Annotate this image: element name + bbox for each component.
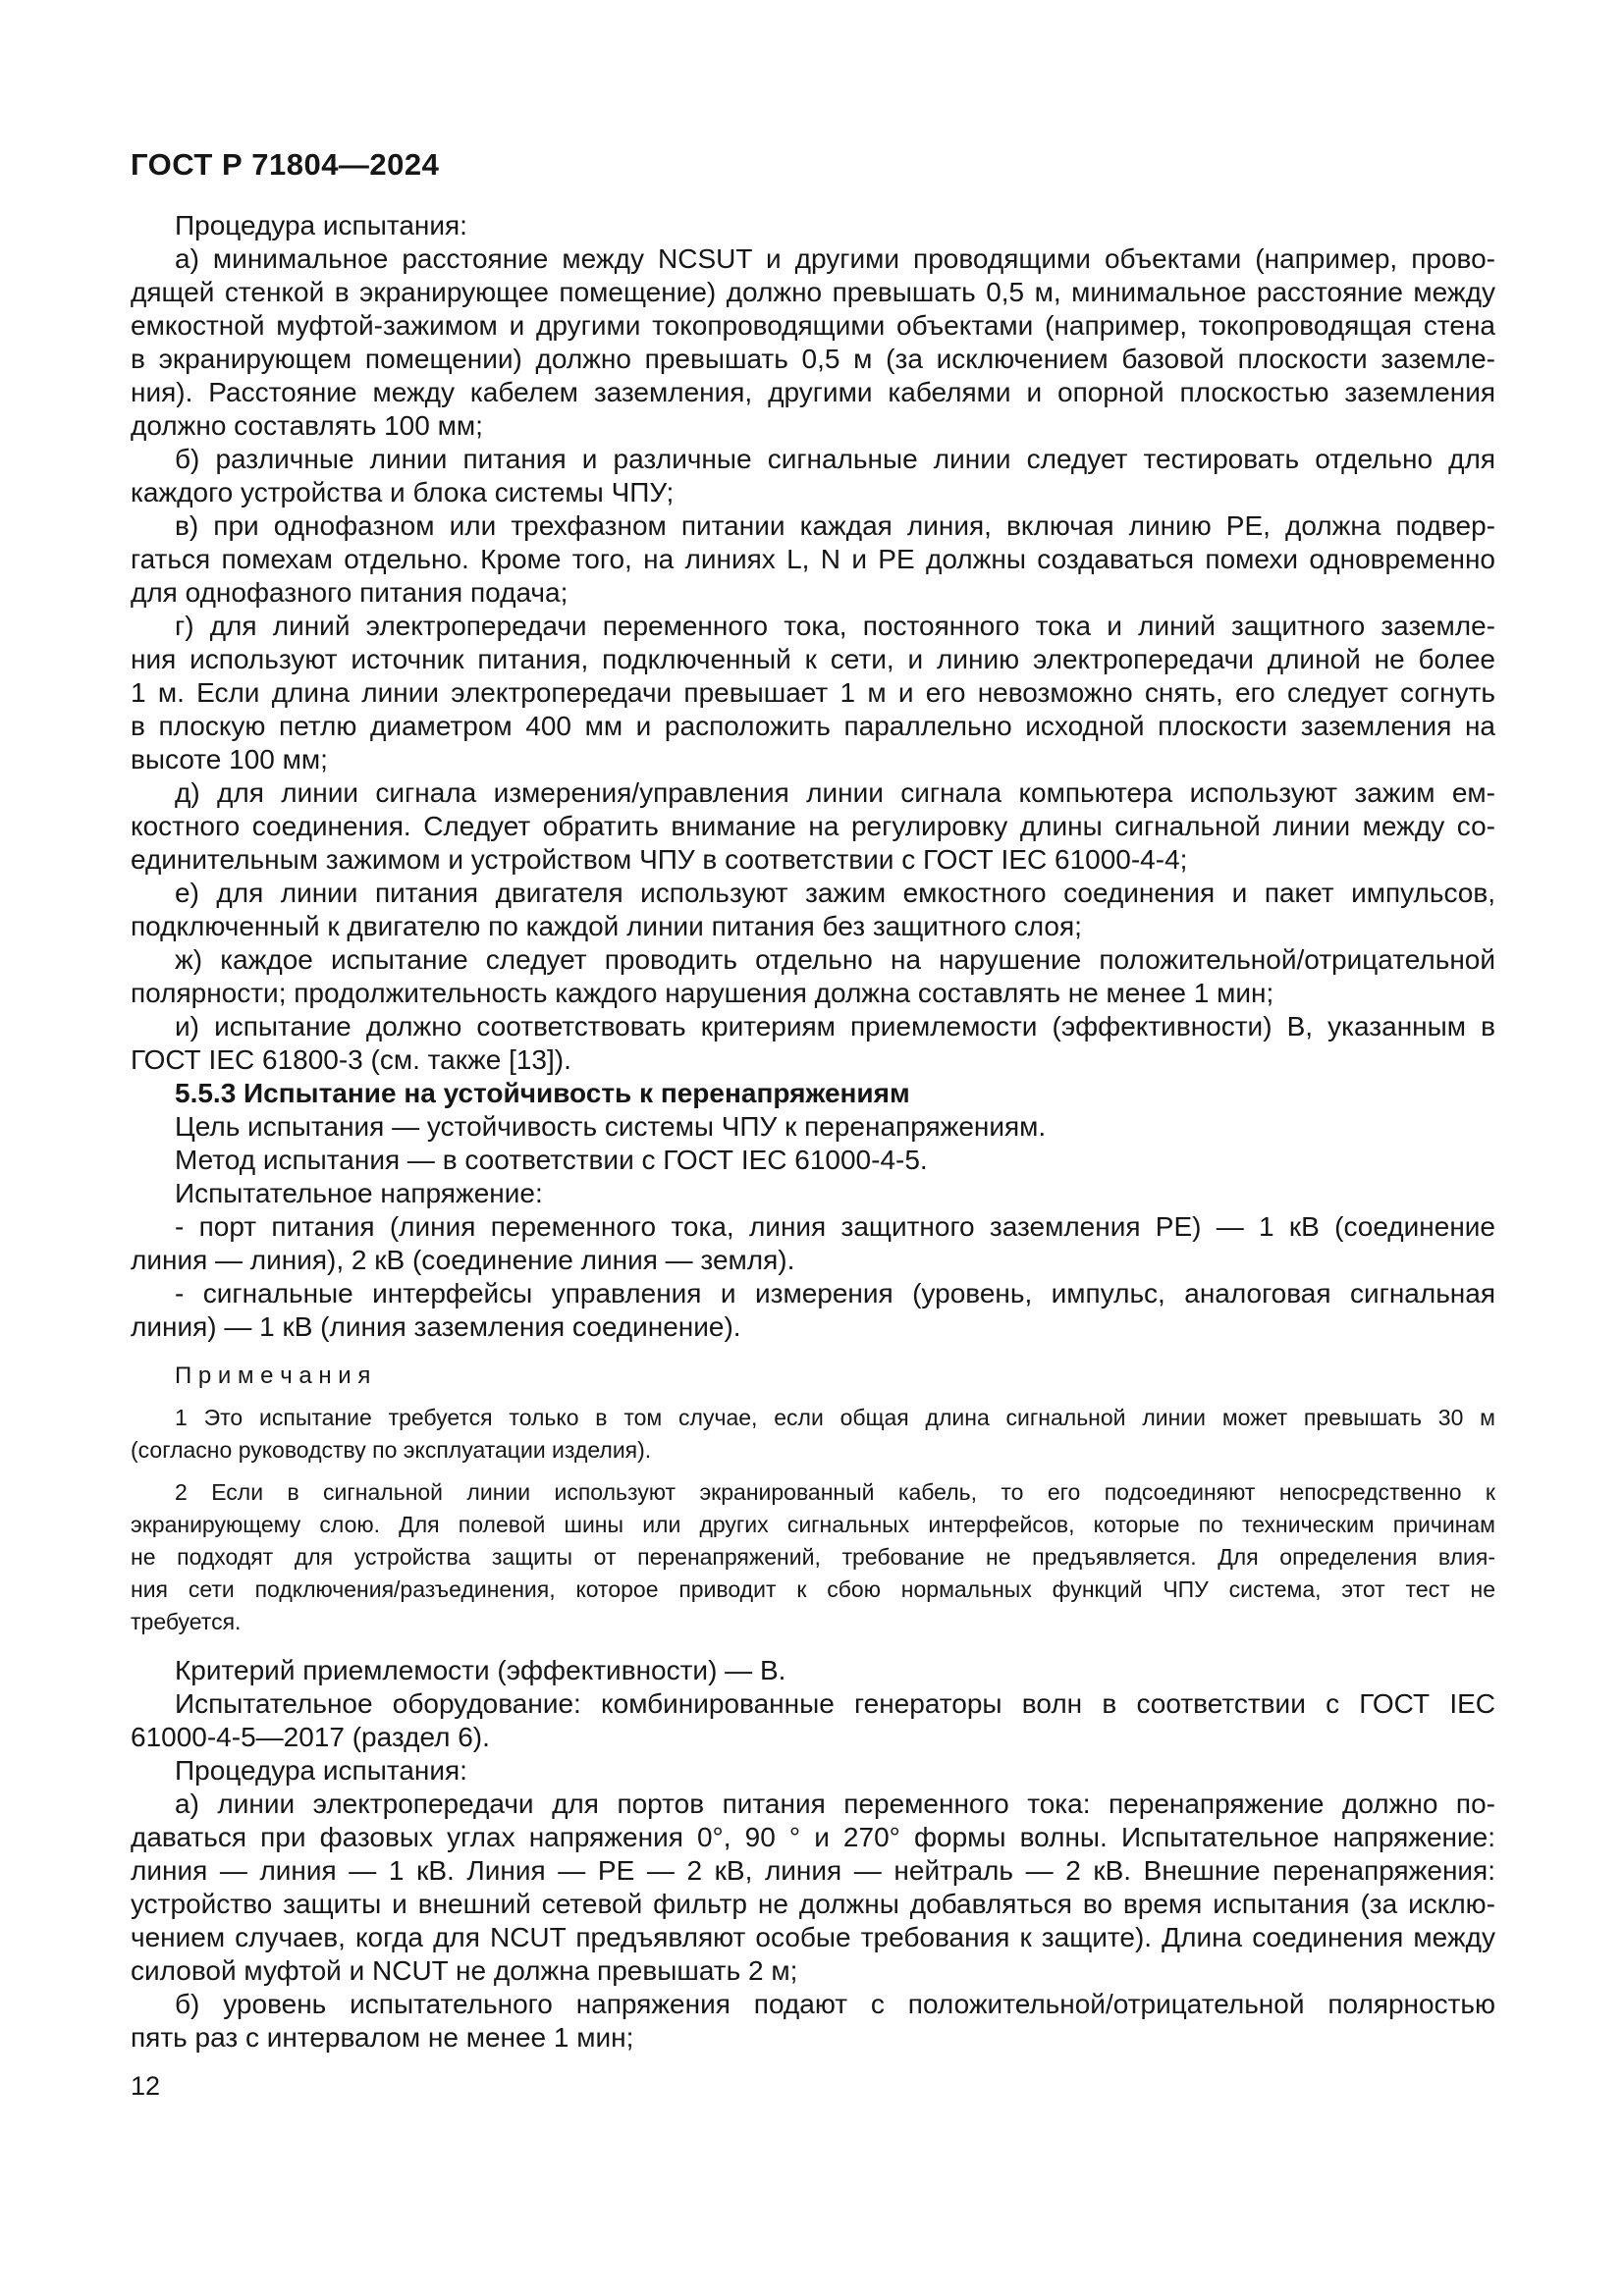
text-line: 1 м. Если длина линии электропередачи превышает 1 м и его невозможно снять, его следует согнуть <box>131 677 1495 708</box>
text-line: экранирующему слою. Для полевой шины или других сигнальных интерфейсов, которые по техническим причинам <box>131 1512 1495 1537</box>
paragraph <box>131 509 1495 610</box>
text-line: 5.5.3 Испытание на устойчивость к перенапряжениям <box>175 1078 910 1108</box>
page-number: 12 <box>131 2071 161 2101</box>
paragraph <box>131 242 1495 443</box>
text-line: е) для линии питания двигателя используют зажим емкостного соединения и пакет импульсов, <box>175 878 1495 908</box>
text-line: Критерий приемлемости (эффективности) — В. <box>175 1655 786 1685</box>
text-line: 1 Это испытание требуется только в том случае, если общая длина сигнальной линии может превышать 30 м <box>175 1405 1495 1430</box>
document-header-title: ГОСТ Р 71804—2024 <box>131 147 440 182</box>
paragraph <box>131 1210 1495 1277</box>
text-line: г) для линий электропередачи переменного тока, постоянного тока и линий защитного заземле- <box>175 611 1495 641</box>
text-line: линия — линия — 1 кВ. Линия — PE — 2 кВ, линия — нейтраль — 2 кВ. Внешние перенапряжения: <box>131 1855 1495 1886</box>
text-line: в плоскую петлю диаметром 400 мм и расположить параллельно исходной плоскости заземления на <box>131 711 1495 741</box>
text-line: должно составлять 100 мм; <box>131 410 483 441</box>
text-line: емкостной муфтой-зажимом и другими токопроводящими объектами (например, токопроводящая стена <box>131 310 1495 341</box>
text-line: высоте 100 мм; <box>131 744 328 774</box>
text-line: (согласно руководству по эксплуатации изделия). <box>131 1437 652 1463</box>
text-line: Испытательное напряжение: <box>175 1178 543 1208</box>
paragraph <box>131 1988 1495 2055</box>
paragraph <box>131 1687 1495 1754</box>
paragraph <box>131 1360 1495 1392</box>
text-line: костного соединения. Следует обратить внимание на регулировку длины сигнальной линии между со- <box>131 811 1495 841</box>
text-line: 2 Если в сигнальной линии используют экранированный кабель, то его подсоединяют непосредственно к <box>175 1479 1495 1505</box>
text-line: ния используют источник питания, подключенный к сети, и линию электропередачи длиной не более <box>131 644 1495 674</box>
paragraph <box>131 877 1495 943</box>
text-line: линия) — 1 кВ (линия заземления соединение). <box>131 1311 741 1342</box>
text-line: ж) каждое испытание следует проводить отдельно на нарушение положительной/отрицательной <box>175 944 1495 975</box>
text-line: и) испытание должно соответствовать критериям приемлемости (эффективности) В, указанным в <box>175 1011 1495 1041</box>
text-line: Испытательное оборудование: комбинированные генераторы волн в соответствии с ГОСТ IEC <box>175 1688 1495 1719</box>
paragraph <box>131 1177 1495 1210</box>
text-line: единительным зажимом и устройством ЧПУ в соответствии с ГОСТ IEC 61000-4-4; <box>131 844 1188 875</box>
text-line: линия — линия), 2 кВ (соединение линия — земля). <box>131 1245 795 1275</box>
text-line: а) минимальное расстояние между NCSUT и другими проводящими объектами (например, прово- <box>175 243 1495 274</box>
document-body <box>131 209 1495 2055</box>
paragraph <box>131 1077 1495 1110</box>
text-line: - сигнальные интерфейсы управления и измерения (уровень, импульс, аналоговая сигнальная <box>175 1278 1495 1308</box>
text-line: для однофазного питания подача; <box>131 577 568 608</box>
paragraph <box>131 1654 1495 1687</box>
text-line: силовой муфтой и NCUT не должна превышать 2 м; <box>131 1955 798 1986</box>
text-line: полярности; продолжительность каждого нарушения должна составлять не менее 1 мин; <box>131 978 1274 1008</box>
text-line: ния). Расстояние между кабелем заземления, другими кабелями и опорной плоскостью заземления <box>131 377 1495 407</box>
paragraph <box>131 1010 1495 1077</box>
paragraph <box>131 1110 1495 1144</box>
text-line: Процедура испытания: <box>175 210 467 240</box>
text-line: Цель испытания — устойчивость системы ЧПУ к перенапряжениям. <box>175 1111 1047 1142</box>
text-line: ГОСТ IEC 61800-3 (см. также [13]). <box>131 1044 571 1075</box>
paragraph <box>131 1476 1495 1638</box>
text-line: даваться при фазовых углах напряжения 0°, 90 ° и 270° формы волны. Испытательное напряжение: <box>131 1822 1495 1852</box>
paragraph <box>131 443 1495 509</box>
text-line: подключенный к двигателю по каждой линии питания без защитного слоя; <box>131 911 1082 941</box>
text-line: - порт питания (линия переменного тока, линия защитного заземления PE) — 1 кВ (соединение <box>175 1211 1495 1242</box>
paragraph <box>131 1144 1495 1177</box>
text-line: б) уровень испытательного напряжения подают с положительной/отрицательной полярностью <box>175 1989 1495 2019</box>
text-line: Процедура испытания: <box>175 1755 467 1786</box>
text-line: устройство защиты и внешний сетевой фильтр не должны добавляться во время испытания (за исклю- <box>131 1889 1495 1919</box>
text-line: требуется. <box>131 1609 242 1634</box>
text-line: чением случаев, когда для NCUT предъявляют особые требования к защите). Длина соединения между <box>131 1922 1495 1952</box>
text-line: П р и м е ч а н и я <box>175 1362 371 1389</box>
text-line: в) при однофазном или трехфазном питании каждая линия, включая линию PE, должна подвер- <box>175 510 1495 541</box>
paragraph <box>131 943 1495 1010</box>
text-line: пять раз с интервалом не менее 1 мин; <box>131 2022 634 2053</box>
paragraph <box>131 1788 1495 1988</box>
paragraph <box>131 776 1495 877</box>
text-line: Метод испытания — в соответствии с ГОСТ IEC 61000-4-5. <box>175 1145 928 1175</box>
text-line: б) различные линии питания и различные сигнальные линии следует тестировать отдельно для <box>175 444 1495 474</box>
text-line: ния сети подключения/разъединения, которое приводит к сбою нормальных функций ЧПУ система, этот тест не <box>131 1576 1495 1602</box>
paragraph <box>131 209 1495 242</box>
paragraph <box>131 1754 1495 1788</box>
text-line: не подходят для устройства защиты от перенапряжений, требование не предъявляется. Для определения влия- <box>131 1544 1495 1570</box>
text-line: каждого устройства и блока системы ЧПУ; <box>131 477 675 507</box>
text-line: гаться помехам отдельно. Кроме того, на линиях L, N и PE должны создаваться помехи одновременно <box>131 544 1495 574</box>
text-line: в экранирующем помещении) должно превышать 0,5 м (за исключением базовой плоскости заземле- <box>131 344 1495 374</box>
text-line: д) для линии сигнала измерения/управления линии сигнала компьютера используют зажим ем- <box>175 777 1495 808</box>
text-line: дящей стенкой в экранирующее помещение) должно превышать 0,5 м, минимальное расстояние между <box>131 277 1495 307</box>
text-line: 61000-4-5—2017 (раздел 6). <box>131 1722 490 1752</box>
paragraph <box>131 1402 1495 1467</box>
paragraph <box>131 1277 1495 1344</box>
paragraph <box>131 610 1495 776</box>
text-line: а) линии электропередачи для портов питания переменного тока: перенапряжение должно по- <box>175 1789 1495 1819</box>
